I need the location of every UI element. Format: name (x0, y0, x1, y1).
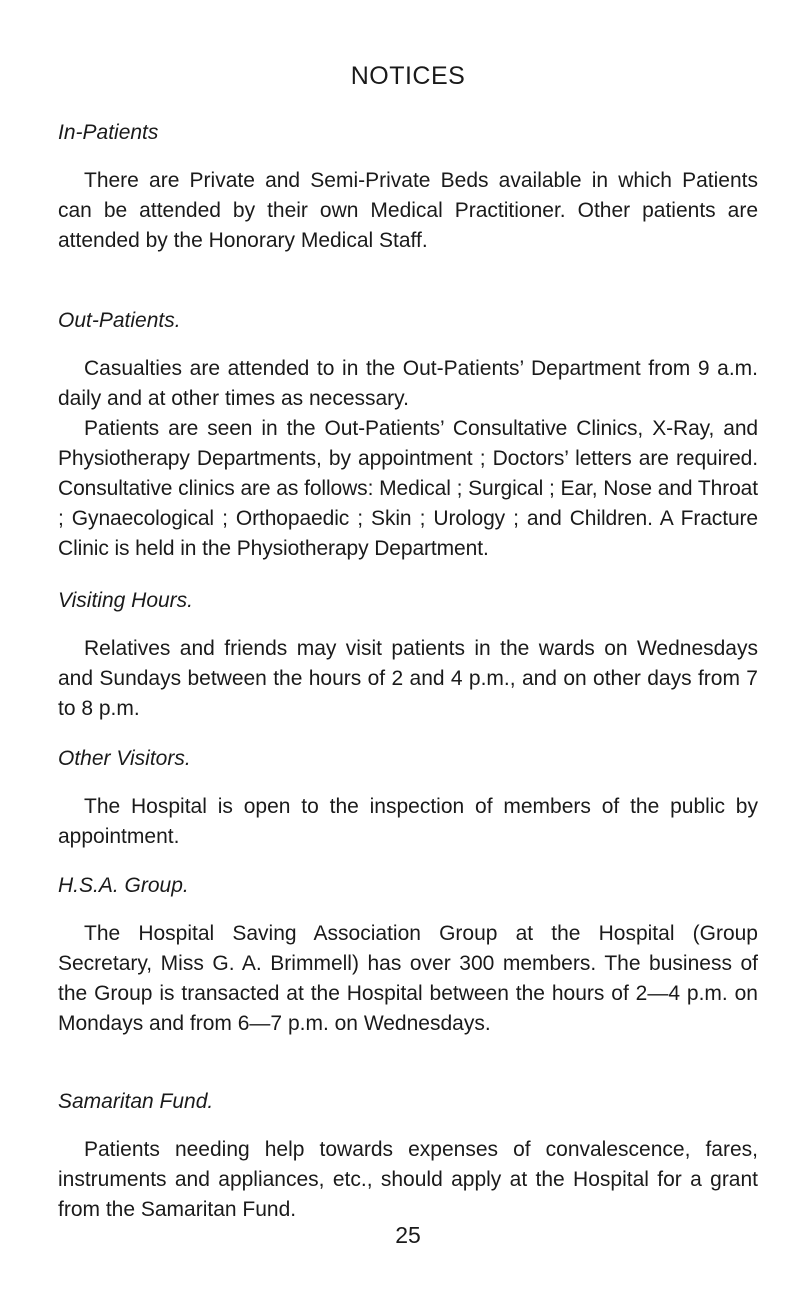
page-number: 25 (395, 1222, 421, 1248)
section-heading: Other Visitors. (58, 747, 191, 770)
section-other-visitors (58, 746, 758, 852)
section-heading: Samaritan Fund. (58, 1090, 214, 1113)
section-out-patients (58, 308, 758, 564)
section-paragraph: Patients are seen in the Out-Patients’ Consultative Clinics, X-Ray, and Physiotherapy Departments, by appointment ; Doctors’ letters are required. Consultative clinics are as follows: Medical ; Surgical ; Ear, Nose and Throat ; Gynaecological ; Orthopaedic ; Skin ; Urology ; and Children. A Fracture Clinic is held in the Physiotherapy Department. (58, 417, 758, 560)
section-heading: Out-Patients. (58, 309, 181, 332)
section-visiting-hours (58, 588, 758, 724)
section-paragraph: The Hospital Saving Association Group at the Hospital (Group Secretary, Miss G. A. Brimmell) has over 300 members. The business of the Group is transacted at the Hospital between the hours of 2—4 p.m. on Mondays and from 6—7 p.m. on Wednesdays. (58, 922, 758, 1035)
section-heading: In-Patients (58, 121, 159, 144)
section-paragraph: The Hospital is open to the inspection of members of the public by appointment. (58, 795, 758, 848)
section-paragraph: Patients needing help towards expenses of convalescence, fares, instruments and appliances, etc., should apply at the Hospital for a grant from the Samaritan Fund. (58, 1138, 758, 1221)
section-paragraph: Casualties are attended to in the Out-Patients’ Department from 9 a.m. daily and at other times as necessary. (58, 357, 758, 410)
section-heading: H.S.A. Group. (58, 874, 189, 897)
section-hsa-group (58, 873, 758, 1039)
section-heading: Visiting Hours. (58, 589, 194, 612)
section-samaritan-fund (58, 1089, 758, 1225)
section-paragraph: There are Private and Semi-Private Beds available in which Patients can be attended by their own Medical Practitioner. Other patients are attended by the Honorary Medical Staff. (58, 169, 758, 252)
section-paragraph: Relatives and friends may visit patients in the wards on Wednesdays and Sundays between the hours of 2 and 4 p.m., and on other days from 7 to 8 p.m. (58, 637, 758, 720)
page-title: NOTICES (350, 62, 466, 90)
section-in-patients (58, 120, 758, 256)
